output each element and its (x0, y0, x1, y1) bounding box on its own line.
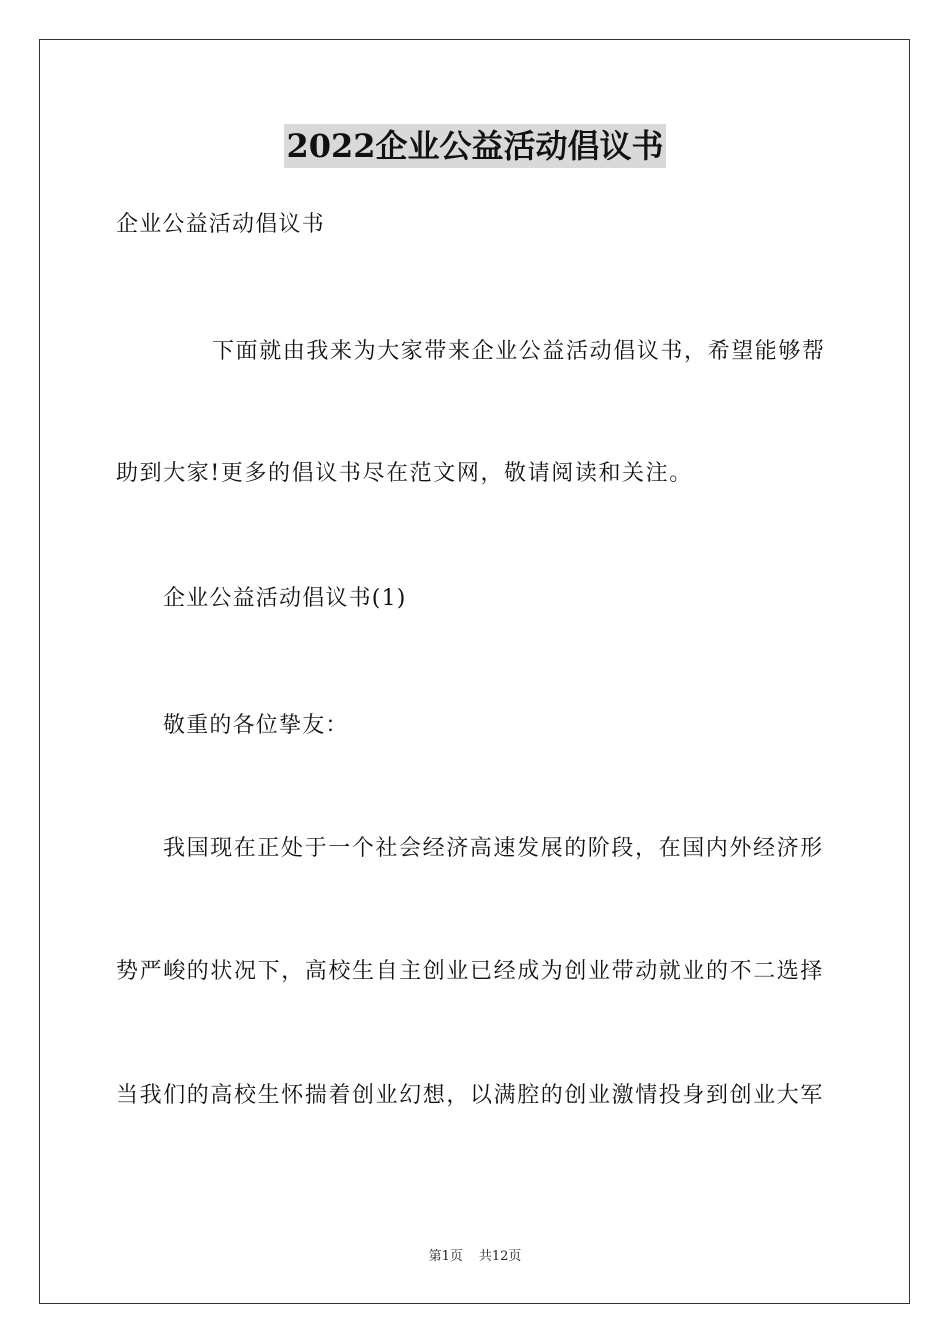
greeting: 敬重的各位挚友： (163, 713, 349, 738)
body-line-2: 势严峻的状况下，高校生自主创业已经成为创业带动就业的不二选择 (116, 959, 825, 984)
page-number-total: 共12页 (478, 1249, 522, 1264)
page-number-current: 第1页 (428, 1249, 463, 1264)
intro-line-1: 下面就由我来为大家带来企业公益活动倡议书，希望能够帮 (212, 339, 826, 364)
body-line-3: 当我们的高校生怀揣着创业幻想，以满腔的创业激情投身到创业大军 (116, 1083, 825, 1108)
section-heading: 企业公益活动倡议书(1) (163, 586, 407, 611)
document-title-wrapper (0, 124, 950, 168)
intro-line-2: 助到大家!更多的倡议书尽在范文网，敬请阅读和关注。 (116, 461, 693, 486)
document-title: 2022企业公益活动倡议书 (284, 124, 665, 168)
body-line-1: 我国现在正处于一个社会经济高速发展的阶段，在国内外经济形 (163, 836, 824, 861)
page-footer (0, 1248, 950, 1266)
document-subtitle: 企业公益活动倡议书 (116, 212, 325, 237)
